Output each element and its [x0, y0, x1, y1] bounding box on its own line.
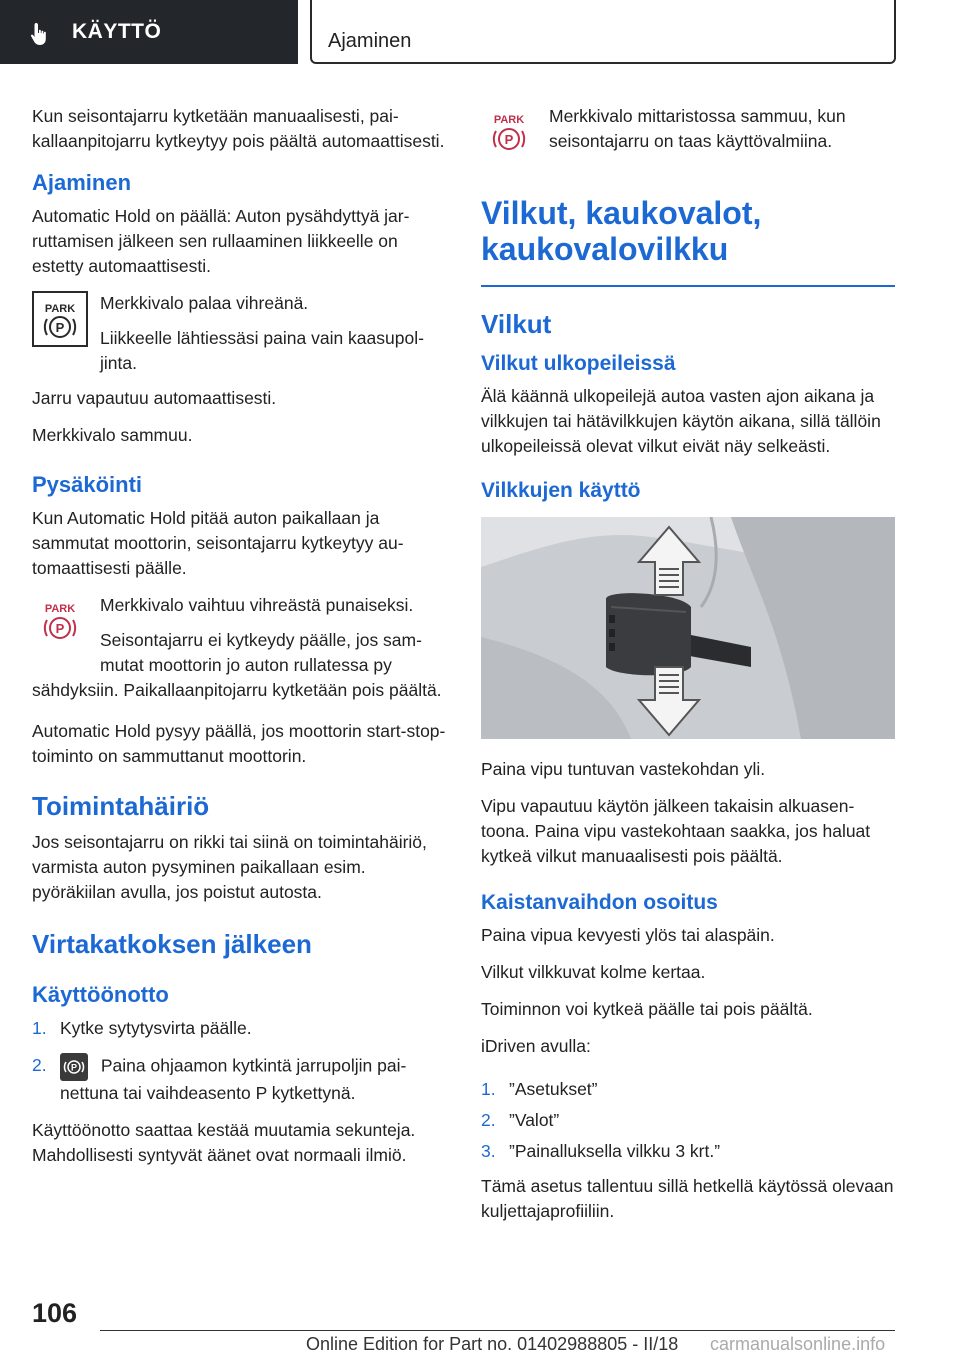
heading-vilkut: Vilkut	[481, 309, 552, 339]
pysakointi-indicator-block	[32, 593, 450, 678]
left-column	[32, 104, 450, 1180]
ajaminen-paragraph: Automatic Hold on päällä: Auton pysähdyttyä jarruttamisen jälkeen sen rullaaminen liikkeelle on estetty automaattisesti.	[32, 206, 410, 276]
heading-kayttoonotto: Käyttöönotto	[32, 982, 169, 1007]
heading-vilkut-main: Vilkut, kaukovalot, kaukovalovilkku	[481, 195, 762, 267]
heading-rule	[481, 285, 895, 287]
toimintahairio-paragraph: Jos seisontajarru on rikki tai siinä on toimintahäiriö, varmista auton pysyminen paikallaan esim. pyöräkiilan avulla, jos poistut autosta.	[32, 832, 427, 902]
heading-toimintahairio: Toimintahäiriö	[32, 791, 210, 821]
idrive-menu-steps	[481, 1077, 895, 1164]
ajaminen-light-off-text: Merkkivalo sammuu.	[32, 425, 193, 445]
vapautuu-text: Vipu vapautuu käytön jälkeen takaisin alkuasentoona. Paina vipu vastekohtaan saakka, jos haluat kytkeä vilkut manuaalisesti pois päältä.	[481, 796, 871, 866]
svg-text:PARK: PARK	[493, 114, 525, 126]
park-brake-green-indicator-icon	[32, 291, 88, 347]
heading-virtakatkos: Virtakatkoksen jälkeen	[32, 929, 312, 959]
heading-kaistanvaihto: Kaistanvaihdon osoitus	[481, 891, 718, 914]
svg-text:P: P	[504, 132, 514, 147]
heading-pysakointi: Pysäköinti	[32, 472, 143, 497]
intro-paragraph: Kun seisontajarru kytketään manuaalisesti, paikallaanpitojarru kytkeytyy pois päältä automaattisesti.	[32, 106, 445, 151]
park-button-icon	[60, 1053, 88, 1081]
right-top-indicator-block	[481, 104, 895, 165]
section-header	[310, 0, 896, 64]
pysakointi-indicator-text-2b: sähdyksiin. Paikallaanpitojarru kytketään pois päältä.	[32, 680, 442, 700]
kaistanvaihto-text-3: Toiminnon voi kytkeä päälle tai pois päältä.	[481, 999, 813, 1019]
pysakointi-indicator-text-1: Merkkivalo vaihtuu vihreästä punaiseksi.	[100, 595, 414, 615]
pysakointi-startstop-text: Automatic Hold pysyy päällä, jos moottorin start-stop-toiminto on sammuttanut moottorin.	[32, 721, 446, 766]
right-top-indicator-text: Merkkivalo mittaristossa sammuu, kun seisontajarru on taas käyttövalmiina.	[549, 106, 846, 151]
heading-ajaminen: Ajaminen	[32, 170, 132, 195]
ajaminen-indicator-text-1: Merkkivalo palaa vihreänä.	[100, 293, 309, 313]
chapter-tab	[0, 0, 298, 64]
svg-text:P: P	[70, 1062, 78, 1073]
ajaminen-indicator-block	[32, 291, 450, 386]
paina-text: Paina vipu tuntuvan vastekohdan yli.	[481, 759, 766, 779]
section-title: Ajaminen	[328, 30, 412, 52]
svg-text:P: P	[55, 320, 65, 335]
park-brake-red-indicator-icon	[481, 104, 537, 160]
list-item: 1. ”Asetukset”	[481, 1079, 598, 1099]
kaistanvaihto-text-2: Vilkut vilkkuvat kolme kertaa.	[481, 962, 706, 982]
list-item: 3. ”Painalluksella vilkku 3 krt.”	[481, 1141, 721, 1161]
list-item: 2. ”Valot”	[481, 1110, 560, 1130]
svg-text:PARK: PARK	[44, 303, 76, 315]
chapter-tab-label: KÄYTTÖ	[72, 20, 162, 43]
footer-edition: Online Edition for Part no. 01402988805 - II/18	[306, 1334, 679, 1354]
ajaminen-indicator-text-2: Liikkeelle lähtiessäsi paina vain kaasupoljinta.	[100, 328, 424, 373]
kayttoonotto-note: Käyttöönotto saattaa kestää muutamia sekunteja. Mahdollisesti syntyvät äänet ovat normaali ilmiö.	[32, 1120, 416, 1165]
heading-ulkopeileissa: Vilkut ulkopeileissä	[481, 352, 676, 375]
list-item: 1. Kytke sytytysvirta päälle.	[32, 1018, 252, 1038]
kaistanvaihto-text-1: Paina vipua kevyesti ylös tai alaspäin.	[481, 925, 775, 945]
footer-rule	[100, 1330, 895, 1331]
footer-watermark: carmanualsonline.info	[710, 1334, 886, 1354]
pysakointi-paragraph: Kun Automatic Hold pitää auton paikallaan ja sammutat moottorin, seisontajarru kytkeytyy automaattisesti päälle.	[32, 508, 404, 578]
svg-text:P: P	[55, 621, 65, 636]
heading-kaytto: Vilkkujen käyttö	[481, 479, 641, 502]
list-item: 2. P Paina ohjaamon kytkintä jarrupoljin painettuna tai vaihdeasento P kytkettynä.	[32, 1055, 407, 1103]
ulkopeileissa-paragraph: Älä käännä ulkopeilejä autoa vasten ajon aikana ja vilkkujen tai hätävilkkujen käytön aikana, sillä tällöin ulkopeileissä olevat vilkut eivät näy selkeästi.	[481, 386, 881, 456]
tallentuu-text: Tämä asetus tallentuu sillä hetkellä käytössä olevaan kuljettajaprofiiliin.	[481, 1176, 894, 1221]
svg-text:PARK: PARK	[44, 603, 76, 615]
pysakointi-indicator-text-2a: Seisontajarru ei kytkeydy päälle, jos sammutat moottorin jo auton rullatessa py	[100, 630, 422, 675]
page-number: 106	[32, 1298, 78, 1328]
turn-signal-stalk-illustration	[481, 517, 895, 739]
right-column	[481, 104, 895, 1236]
ajaminen-release-text: Jarru vapautuu automaattisesti.	[32, 388, 277, 408]
hand-pointer-icon	[30, 21, 54, 47]
park-brake-red-indicator-icon	[32, 593, 88, 649]
kaistanvaihto-text-4: iDriven avulla:	[481, 1036, 591, 1056]
kayttoonotto-steps	[32, 1016, 450, 1106]
